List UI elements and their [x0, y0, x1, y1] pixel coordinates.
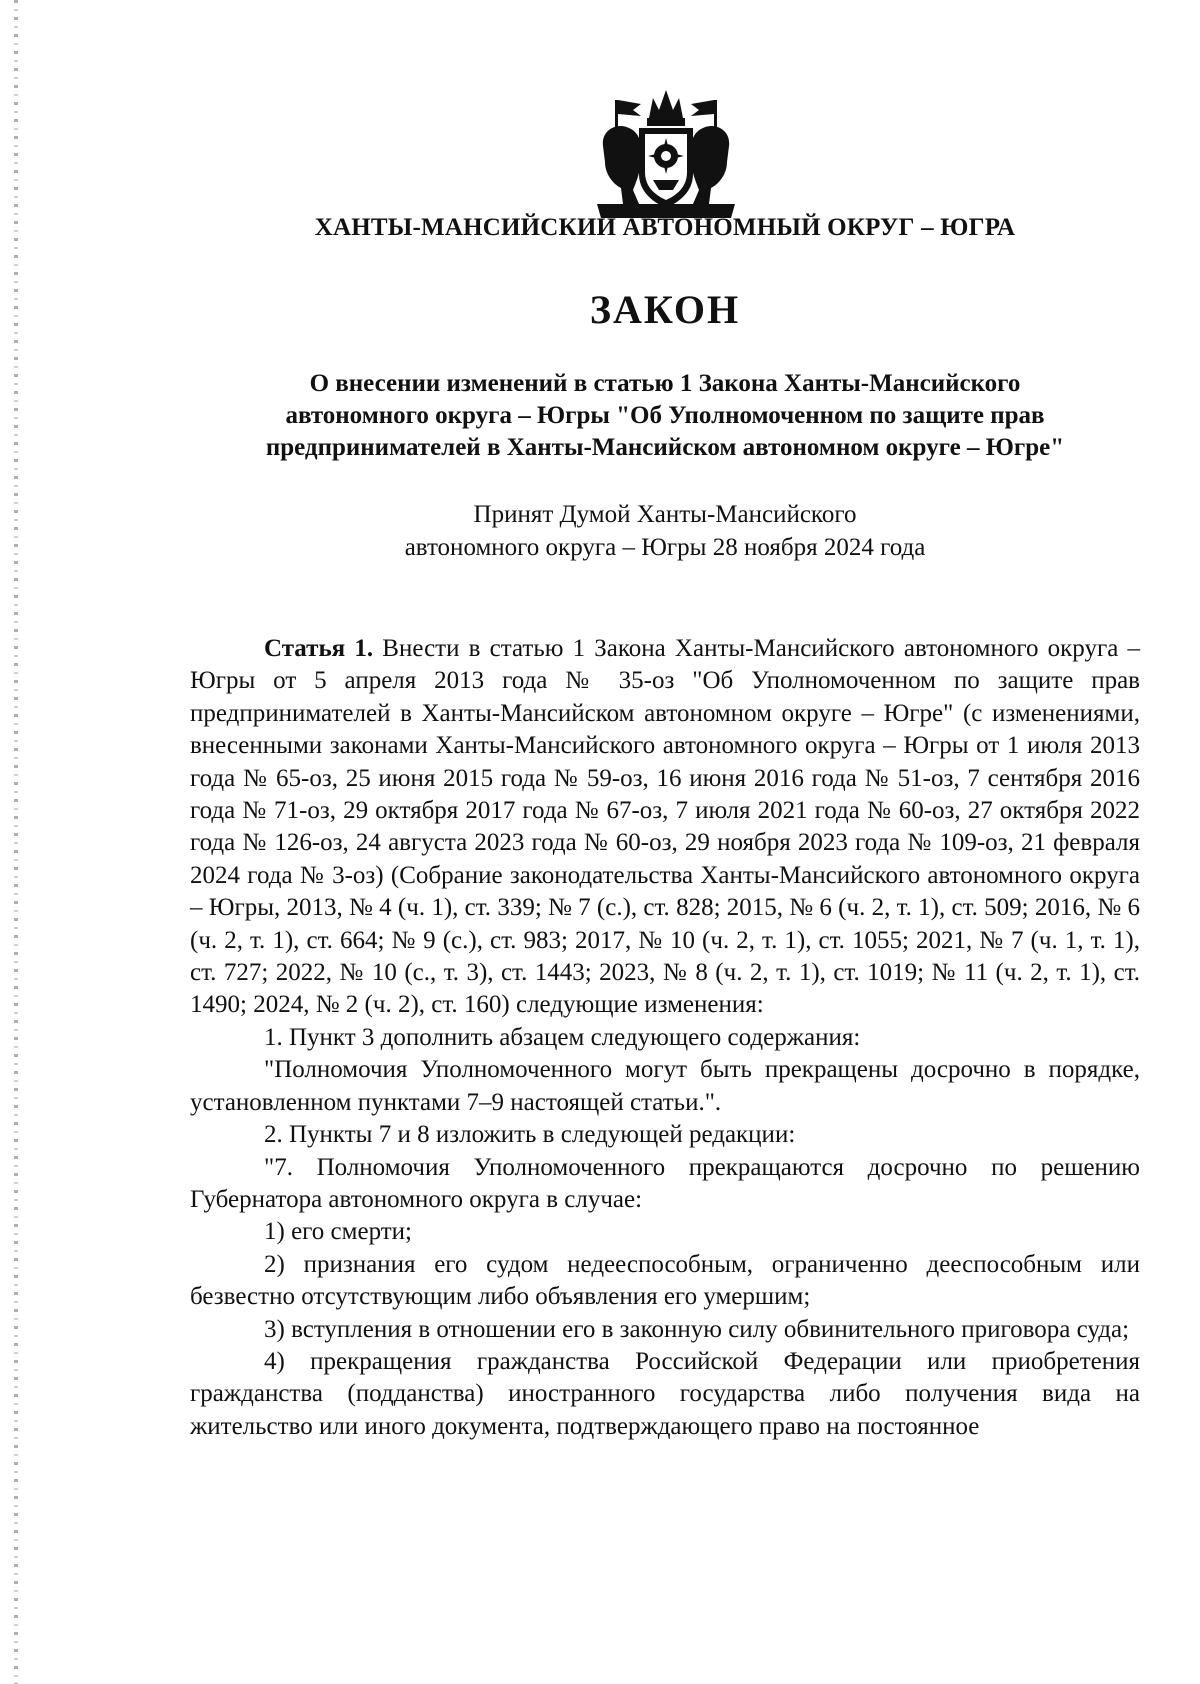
article-paragraph: 2) признания его судом недееспособным, ограниченно дееспособным или безвестно отсутствующим либо объявления его умершим; [190, 1250, 1140, 1311]
article-paragraph: 3) вступления в отношении его в законную силу обвинительного приговора суда; [264, 1315, 1130, 1343]
adoption-note [150, 498, 1180, 564]
article-paragraph: 4) прекращения гражданства Российской Федерации или приобретения гражданства (подданства) иностранного государства либо получения вида на жительство или иного документа, подтверждающего право на постоянное [190, 1347, 1140, 1440]
adoption-note-line: Принят Думой Ханты-Мансийского [473, 501, 857, 528]
document-type-heading: ЗАКОН [589, 287, 741, 332]
scan-edge-artifact [14, 0, 18, 1684]
law-title-line: предпринимателей в Ханты-Мансийском автономном округе – Югре" [265, 434, 1065, 461]
law-title-line: автономного округа – Югры "Об Уполномоченном по защите прав [285, 402, 1045, 429]
article-paragraph: 1) его смерти; [264, 1218, 412, 1246]
article-intro-paragraph [190, 633, 1140, 1022]
article-paragraph: 2. Пункты 7 и 8 изложить в следующей редакции: [264, 1121, 796, 1149]
article-paragraph: "Полномочия Уполномоченного могут быть прекращены досрочно в порядке, установленном пунктами 7–9 настоящей статьи.". [190, 1056, 1140, 1116]
article-paragraph: 1. Пункт 3 дополнить абзацем следующего содержания: [264, 1023, 861, 1051]
article-body [190, 633, 1140, 1443]
coat-of-arms-icon [593, 88, 739, 220]
article-intro-text: Внести в статью 1 Закона Ханты-Мансийского автономного округа – Югры от 5 апреля 2013 года № 35-оз "Об Уполномоченном по защите прав предпринимателей в Ханты-Мансийском автономном округе – Югре" (с изменениями, внесенными законами Ханты-Мансийского автономного округа – Югры от 1 июля 2013 года № 65-оз, 25 июня 2015 года № 59-оз, 16 июня 2016 года № 51-оз, 7 сентября 2016 года № 71-оз, 29 октября 2017 года № 67-оз, 7 июля 2021 года № 60-оз, 27 октября 2022 года № 126-оз, 24 августа 2023 года № 60-оз, 29 ноября 2023 года № 109-оз, 21 февраля 2024 года № 3-оз) (Собрание законодательства Ханты-Мансийского автономного округа – Югры, 2013, № 4 (ч. 1), ст. 339; № 7 (с.), ст. 828; 2015, № 6 (ч. 2, т. 1), ст. 509; 2016, № 6 (ч. 2, т. 1), ст. 664; № 9 (с.), ст. 983; 2017, № 10 (ч. 2, т. 1), ст. 1055; 2021, № 7 (ч. 1, т. 1), ст. 727; 2022, № 10 (с., т. 3), ст. 1443; 2023, № 8 (ч. 2, т. 1), ст. 1019; № 11 (ч. 2, т. 1), ст. 1490; 2024, № 2 (ч. 2), ст. 160) следующие изменения: [190, 635, 1140, 1019]
article-paragraph: "7. Полномочия Уполномоченного прекращаются досрочно по решению Губернатора автономного округа в случае: [190, 1153, 1140, 1213]
law-title-line: О внесении изменений в статью 1 Закона Ханты-Мансийского [309, 370, 1021, 397]
law-title [150, 368, 1180, 464]
article-heading: Статья 1. [264, 635, 374, 662]
adoption-note-line: автономного округа – Югры 28 ноября 2024 года [404, 534, 926, 561]
region-header: ХАНТЫ-МАНСИЙСКИЙ АВТОНОМНЫЙ ОКРУГ – ЮГРА [314, 214, 1016, 241]
